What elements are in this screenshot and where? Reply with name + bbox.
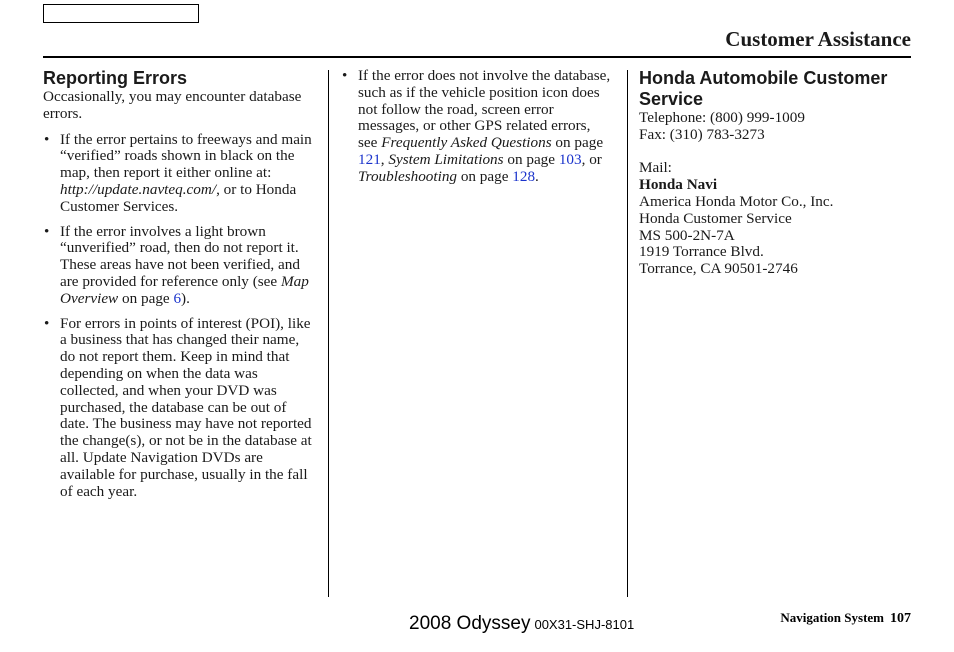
other-errors-list — [341, 68, 613, 186]
navteq-url[interactable]: http://update.navteq.com/ — [60, 180, 217, 198]
ref-mid-text: on page — [457, 167, 513, 185]
address-mailstop: MS 500-2N-7A — [639, 226, 735, 244]
address-city: Torrance, CA 90501-2746 — [639, 260, 798, 278]
bullet-unverified-end: ). — [181, 289, 190, 307]
link-page-6[interactable]: 6 — [173, 289, 182, 307]
ref-map-overview: Map Overview — [60, 272, 309, 307]
ref-mid-text: on page — [503, 150, 559, 168]
ref-troubleshooting: Troubleshooting — [358, 167, 458, 185]
column-reporting-errors — [43, 66, 318, 500]
column-other-errors — [341, 66, 613, 186]
ref-separator: , — [380, 150, 389, 168]
address-street: 1919 Torrance Blvd. — [639, 243, 764, 261]
bullet-verified-after: , or to Honda Customer Services. — [60, 180, 297, 215]
footer-page-info — [780, 610, 911, 627]
part-code: 00X31-SHJ-8101 — [534, 617, 635, 632]
model-name: 2008 Odyssey — [409, 613, 531, 634]
ref-separator: , or — [581, 150, 602, 168]
link-page-121[interactable]: 121 — [358, 150, 381, 168]
spacer — [639, 144, 911, 161]
page-number: 107 — [890, 611, 911, 626]
bullet-poi-text: For errors in points of interest (POI), like a business that has changed their name, do not report them. Keep in mind that depending on when the data was collected, and when your DVD was purchased, the database can be out of date. The business may have not reported the change(s), or not be in the database at all. Update Navigation DVDs are available for purchase, usually in the fall of each year. — [60, 314, 312, 500]
bullet-nondb-end: . — [535, 167, 539, 185]
bullet-poi-errors — [43, 316, 318, 501]
address-name-bold: Honda Navi — [639, 176, 718, 194]
bullet-non-database-errors — [341, 68, 613, 186]
ref-mid-text: on page — [551, 134, 604, 152]
column-customer-service — [639, 66, 911, 278]
ref-mid-text: on page — [118, 289, 174, 307]
column-divider-1 — [328, 70, 329, 597]
bullet-unverified-roads — [43, 224, 318, 308]
ref-system-limitations: System Limitations — [388, 150, 504, 168]
bullet-verified-roads — [43, 132, 318, 216]
mail-label: Mail: — [639, 159, 672, 177]
bullet-verified-text: If the error pertains to freeways and main “verified” roads shown in black on the map, then report it either online at: — [60, 130, 312, 182]
telephone-text: Telephone: (800) 999-1009 — [639, 109, 805, 126]
manual-name: Navigation System — [780, 610, 884, 625]
section-title: Customer Assistance — [725, 27, 911, 51]
bullet-nondb-text: If the error does not involve the database, such as if the vehicle position icon does not follow the road, screen error messages, or other GPS related errors, see — [358, 67, 611, 152]
fax-text: Fax: (310) 783-3273 — [639, 125, 765, 143]
reporting-errors-heading: Reporting Errors — [43, 68, 188, 88]
column-divider-2 — [627, 70, 628, 597]
address-company: America Honda Motor Co., Inc. — [639, 192, 834, 210]
ref-faq: Frequently Asked Questions — [381, 134, 552, 152]
link-page-103[interactable]: 103 — [558, 150, 582, 168]
footer-model — [409, 613, 634, 635]
intro-text: Occasionally, you may encounter database errors. — [43, 88, 302, 122]
header-tab-box — [43, 4, 199, 23]
address-name — [639, 177, 911, 194]
header-rule — [43, 56, 911, 58]
reporting-bullet-list — [43, 132, 318, 501]
customer-service-heading: Honda Automobile Customer Service — [639, 68, 888, 109]
bullet-unverified-text: If the error involves a light brown “unverified” road, then do not report it. These areas have not been verified, and are provided for reference only (see — [60, 222, 300, 290]
address-department: Honda Customer Service — [639, 209, 792, 227]
link-page-128[interactable]: 128 — [512, 167, 536, 185]
